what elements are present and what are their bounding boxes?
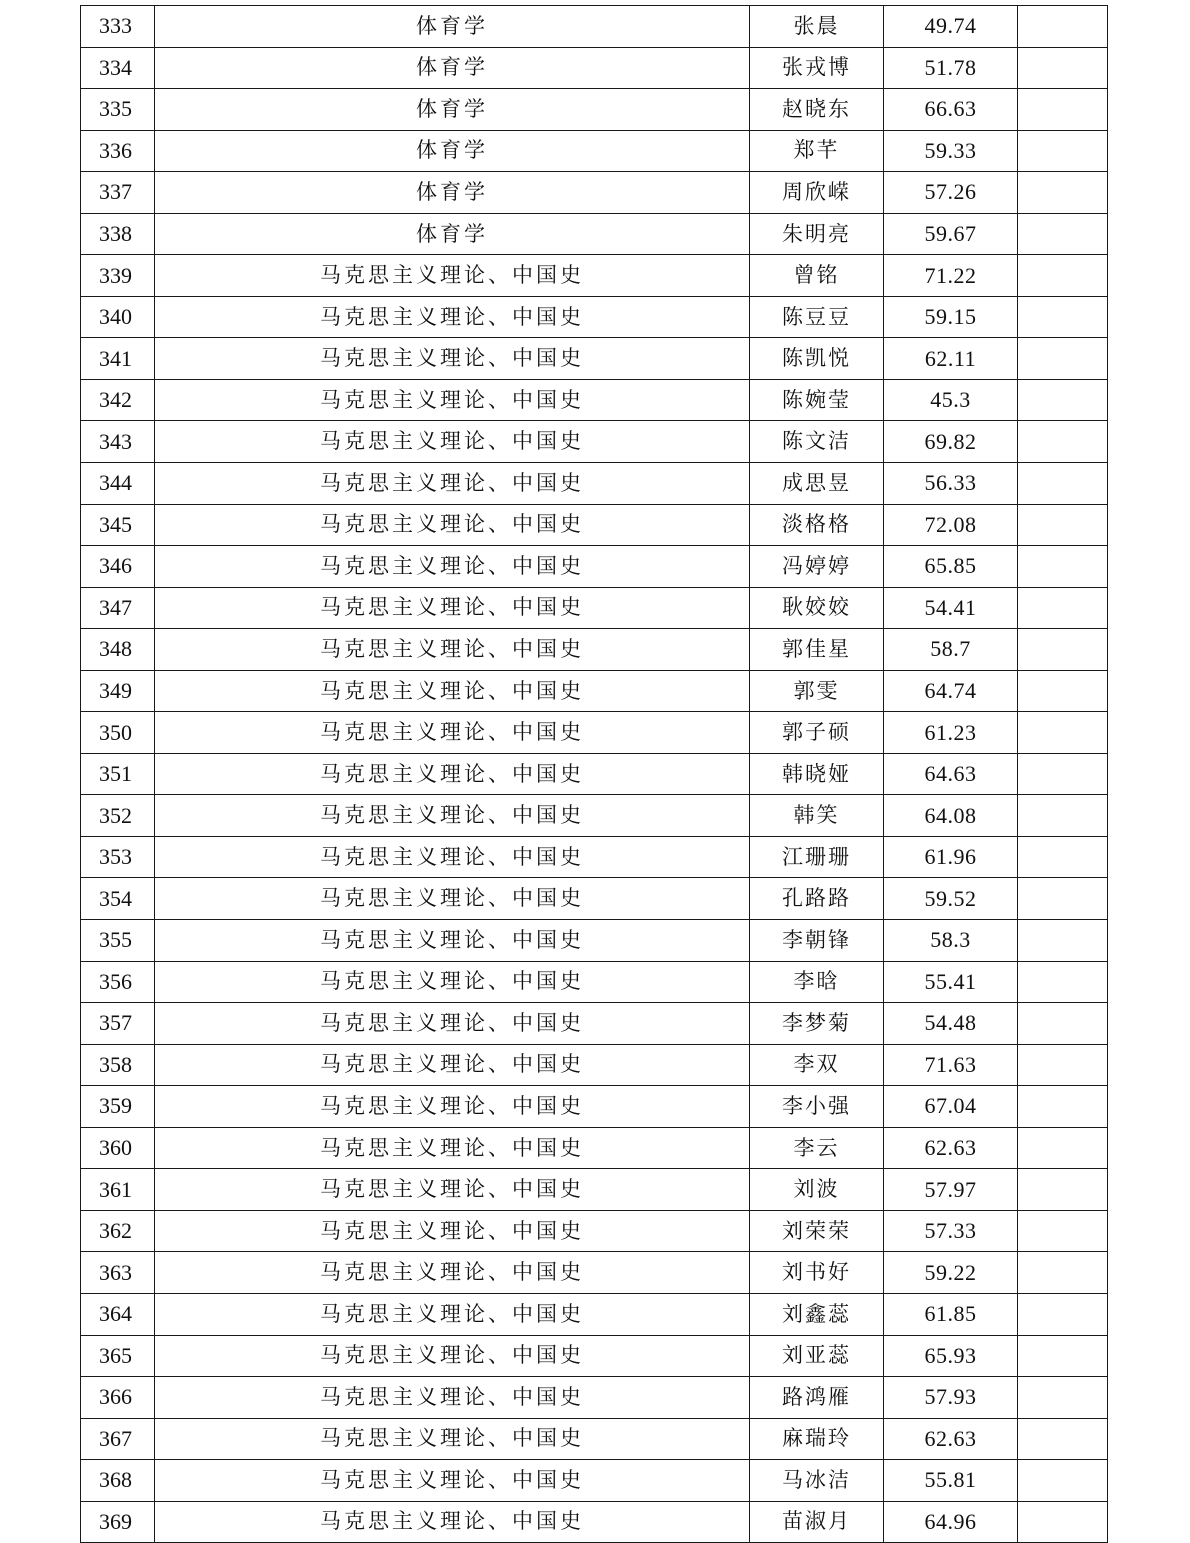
student-name-cell: 刘波 bbox=[750, 1169, 884, 1211]
major-cell: 马克思主义理论、中国史 bbox=[155, 629, 750, 671]
major-cell: 马克思主义理论、中国史 bbox=[155, 712, 750, 754]
table-row bbox=[81, 670, 1108, 712]
table-row bbox=[81, 296, 1108, 338]
row-number-cell: 353 bbox=[81, 836, 155, 878]
row-number-cell: 340 bbox=[81, 296, 155, 338]
table-row bbox=[81, 213, 1108, 255]
row-number-cell: 334 bbox=[81, 47, 155, 89]
table-row bbox=[81, 1418, 1108, 1460]
score-cell: 55.41 bbox=[884, 961, 1018, 1003]
table-row bbox=[81, 629, 1108, 671]
student-name-cell: 刘荣荣 bbox=[750, 1210, 884, 1252]
row-number-cell: 338 bbox=[81, 213, 155, 255]
student-name-cell: 刘书好 bbox=[750, 1252, 884, 1294]
score-cell: 67.04 bbox=[884, 1086, 1018, 1128]
major-cell: 马克思主义理论、中国史 bbox=[155, 1003, 750, 1045]
table-row bbox=[81, 961, 1108, 1003]
table-row bbox=[81, 878, 1108, 920]
row-number-cell: 360 bbox=[81, 1127, 155, 1169]
student-name-cell: 路鸿雁 bbox=[750, 1377, 884, 1419]
score-cell: 71.22 bbox=[884, 255, 1018, 297]
student-name-cell: 郭子硕 bbox=[750, 712, 884, 754]
major-cell: 马克思主义理论、中国史 bbox=[155, 463, 750, 505]
row-number-cell: 359 bbox=[81, 1086, 155, 1128]
note-cell bbox=[1018, 1210, 1108, 1252]
note-cell bbox=[1018, 878, 1108, 920]
table-row bbox=[81, 338, 1108, 380]
note-cell bbox=[1018, 1418, 1108, 1460]
major-cell: 马克思主义理论、中国史 bbox=[155, 421, 750, 463]
row-number-cell: 348 bbox=[81, 629, 155, 671]
score-cell: 56.33 bbox=[884, 463, 1018, 505]
major-cell: 马克思主义理论、中国史 bbox=[155, 1293, 750, 1335]
table-row bbox=[81, 421, 1108, 463]
major-cell: 马克思主义理论、中国史 bbox=[155, 587, 750, 629]
row-number-cell: 364 bbox=[81, 1293, 155, 1335]
student-name-cell: 李小强 bbox=[750, 1086, 884, 1128]
major-cell: 马克思主义理论、中国史 bbox=[155, 920, 750, 962]
table-row bbox=[81, 753, 1108, 795]
note-cell bbox=[1018, 712, 1108, 754]
table-row bbox=[81, 587, 1108, 629]
row-number-cell: 337 bbox=[81, 172, 155, 214]
student-name-cell: 淡格格 bbox=[750, 504, 884, 546]
student-name-cell: 江珊珊 bbox=[750, 836, 884, 878]
student-name-cell: 孔路路 bbox=[750, 878, 884, 920]
major-cell: 马克思主义理论、中国史 bbox=[155, 753, 750, 795]
note-cell bbox=[1018, 1293, 1108, 1335]
note-cell bbox=[1018, 1169, 1108, 1211]
note-cell bbox=[1018, 504, 1108, 546]
row-number-cell: 341 bbox=[81, 338, 155, 380]
score-cell: 58.3 bbox=[884, 920, 1018, 962]
row-number-cell: 349 bbox=[81, 670, 155, 712]
table-row bbox=[81, 6, 1108, 48]
table-row bbox=[81, 1460, 1108, 1502]
note-cell bbox=[1018, 795, 1108, 837]
row-number-cell: 363 bbox=[81, 1252, 155, 1294]
table-row bbox=[81, 1086, 1108, 1128]
note-cell bbox=[1018, 213, 1108, 255]
row-number-cell: 362 bbox=[81, 1210, 155, 1252]
student-name-cell: 陈凯悦 bbox=[750, 338, 884, 380]
row-number-cell: 346 bbox=[81, 546, 155, 588]
table-row bbox=[81, 795, 1108, 837]
note-cell bbox=[1018, 836, 1108, 878]
table-row bbox=[81, 379, 1108, 421]
student-name-cell: 郭佳星 bbox=[750, 629, 884, 671]
student-name-cell: 麻瑞玲 bbox=[750, 1418, 884, 1460]
major-cell: 体育学 bbox=[155, 47, 750, 89]
major-cell: 体育学 bbox=[155, 89, 750, 131]
table-row bbox=[81, 172, 1108, 214]
table-row bbox=[81, 1501, 1108, 1543]
student-name-cell: 赵晓东 bbox=[750, 89, 884, 131]
score-cell: 62.63 bbox=[884, 1127, 1018, 1169]
score-cell: 58.7 bbox=[884, 629, 1018, 671]
major-cell: 马克思主义理论、中国史 bbox=[155, 961, 750, 1003]
score-cell: 57.97 bbox=[884, 1169, 1018, 1211]
major-cell: 体育学 bbox=[155, 213, 750, 255]
score-cell: 59.22 bbox=[884, 1252, 1018, 1294]
note-cell bbox=[1018, 1003, 1108, 1045]
score-cell: 62.11 bbox=[884, 338, 1018, 380]
major-cell: 体育学 bbox=[155, 130, 750, 172]
student-name-cell: 李梦菊 bbox=[750, 1003, 884, 1045]
major-cell: 马克思主义理论、中国史 bbox=[155, 1127, 750, 1169]
score-cell: 72.08 bbox=[884, 504, 1018, 546]
student-name-cell: 张晨 bbox=[750, 6, 884, 48]
score-cell: 49.74 bbox=[884, 6, 1018, 48]
score-cell: 64.74 bbox=[884, 670, 1018, 712]
score-cell: 59.15 bbox=[884, 296, 1018, 338]
note-cell bbox=[1018, 47, 1108, 89]
major-cell: 马克思主义理论、中国史 bbox=[155, 1335, 750, 1377]
row-number-cell: 356 bbox=[81, 961, 155, 1003]
row-number-cell: 345 bbox=[81, 504, 155, 546]
table-row bbox=[81, 1210, 1108, 1252]
score-cell: 69.82 bbox=[884, 421, 1018, 463]
score-cell: 64.63 bbox=[884, 753, 1018, 795]
row-number-cell: 344 bbox=[81, 463, 155, 505]
score-cell: 61.23 bbox=[884, 712, 1018, 754]
student-name-cell: 李云 bbox=[750, 1127, 884, 1169]
row-number-cell: 354 bbox=[81, 878, 155, 920]
note-cell bbox=[1018, 587, 1108, 629]
student-name-cell: 冯婷婷 bbox=[750, 546, 884, 588]
student-name-cell: 韩晓娅 bbox=[750, 753, 884, 795]
table-row bbox=[81, 255, 1108, 297]
note-cell bbox=[1018, 463, 1108, 505]
table-row bbox=[81, 836, 1108, 878]
student-name-cell: 曾铭 bbox=[750, 255, 884, 297]
major-cell: 马克思主义理论、中国史 bbox=[155, 296, 750, 338]
student-name-cell: 张戎博 bbox=[750, 47, 884, 89]
major-cell: 马克思主义理论、中国史 bbox=[155, 1377, 750, 1419]
table-row bbox=[81, 1003, 1108, 1045]
major-cell: 马克思主义理论、中国史 bbox=[155, 1044, 750, 1086]
row-number-cell: 361 bbox=[81, 1169, 155, 1211]
table-row bbox=[81, 463, 1108, 505]
major-cell: 马克思主义理论、中国史 bbox=[155, 1501, 750, 1543]
major-cell: 马克思主义理论、中国史 bbox=[155, 1252, 750, 1294]
score-cell: 65.93 bbox=[884, 1335, 1018, 1377]
student-name-cell: 李晗 bbox=[750, 961, 884, 1003]
major-cell: 马克思主义理论、中国史 bbox=[155, 878, 750, 920]
row-number-cell: 365 bbox=[81, 1335, 155, 1377]
score-cell: 59.33 bbox=[884, 130, 1018, 172]
row-number-cell: 347 bbox=[81, 587, 155, 629]
score-cell: 62.63 bbox=[884, 1418, 1018, 1460]
table-row bbox=[81, 546, 1108, 588]
note-cell bbox=[1018, 961, 1108, 1003]
table-row bbox=[81, 1335, 1108, 1377]
student-name-cell: 朱明亮 bbox=[750, 213, 884, 255]
note-cell bbox=[1018, 1335, 1108, 1377]
student-name-cell: 陈文洁 bbox=[750, 421, 884, 463]
major-cell: 马克思主义理论、中国史 bbox=[155, 836, 750, 878]
major-cell: 马克思主义理论、中国史 bbox=[155, 338, 750, 380]
note-cell bbox=[1018, 670, 1108, 712]
note-cell bbox=[1018, 172, 1108, 214]
score-cell: 64.08 bbox=[884, 795, 1018, 837]
note-cell bbox=[1018, 255, 1108, 297]
row-number-cell: 368 bbox=[81, 1460, 155, 1502]
note-cell bbox=[1018, 629, 1108, 671]
row-number-cell: 350 bbox=[81, 712, 155, 754]
note-cell bbox=[1018, 89, 1108, 131]
row-number-cell: 343 bbox=[81, 421, 155, 463]
row-number-cell: 351 bbox=[81, 753, 155, 795]
row-number-cell: 336 bbox=[81, 130, 155, 172]
row-number-cell: 339 bbox=[81, 255, 155, 297]
row-number-cell: 358 bbox=[81, 1044, 155, 1086]
note-cell bbox=[1018, 296, 1108, 338]
student-name-cell: 李双 bbox=[750, 1044, 884, 1086]
score-cell: 61.96 bbox=[884, 836, 1018, 878]
row-number-cell: 333 bbox=[81, 6, 155, 48]
row-number-cell: 367 bbox=[81, 1418, 155, 1460]
table-row bbox=[81, 1293, 1108, 1335]
score-cell: 57.33 bbox=[884, 1210, 1018, 1252]
note-cell bbox=[1018, 920, 1108, 962]
score-cell: 59.67 bbox=[884, 213, 1018, 255]
major-cell: 马克思主义理论、中国史 bbox=[155, 1418, 750, 1460]
score-cell: 66.63 bbox=[884, 89, 1018, 131]
row-number-cell: 335 bbox=[81, 89, 155, 131]
score-cell: 57.26 bbox=[884, 172, 1018, 214]
score-cell: 54.41 bbox=[884, 587, 1018, 629]
note-cell bbox=[1018, 338, 1108, 380]
score-table bbox=[80, 5, 1108, 1543]
major-cell: 马克思主义理论、中国史 bbox=[155, 1169, 750, 1211]
student-name-cell: 成思昱 bbox=[750, 463, 884, 505]
score-cell: 64.96 bbox=[884, 1501, 1018, 1543]
student-name-cell: 韩笑 bbox=[750, 795, 884, 837]
note-cell bbox=[1018, 1044, 1108, 1086]
table-row bbox=[81, 1127, 1108, 1169]
note-cell bbox=[1018, 1460, 1108, 1502]
note-cell bbox=[1018, 753, 1108, 795]
major-cell: 马克思主义理论、中国史 bbox=[155, 795, 750, 837]
score-cell: 51.78 bbox=[884, 47, 1018, 89]
student-name-cell: 周欣嵘 bbox=[750, 172, 884, 214]
row-number-cell: 366 bbox=[81, 1377, 155, 1419]
major-cell: 马克思主义理论、中国史 bbox=[155, 1460, 750, 1502]
student-name-cell: 郑芊 bbox=[750, 130, 884, 172]
note-cell bbox=[1018, 1377, 1108, 1419]
table-row bbox=[81, 89, 1108, 131]
major-cell: 马克思主义理论、中国史 bbox=[155, 546, 750, 588]
student-name-cell: 耿姣姣 bbox=[750, 587, 884, 629]
student-name-cell: 李朝锋 bbox=[750, 920, 884, 962]
score-table-body bbox=[81, 6, 1108, 1543]
score-cell: 65.85 bbox=[884, 546, 1018, 588]
table-row bbox=[81, 1044, 1108, 1086]
note-cell bbox=[1018, 1501, 1108, 1543]
student-name-cell: 郭雯 bbox=[750, 670, 884, 712]
student-name-cell: 陈豆豆 bbox=[750, 296, 884, 338]
table-row bbox=[81, 1252, 1108, 1294]
note-cell bbox=[1018, 6, 1108, 48]
student-name-cell: 刘亚蕊 bbox=[750, 1335, 884, 1377]
major-cell: 马克思主义理论、中国史 bbox=[155, 670, 750, 712]
score-cell: 71.63 bbox=[884, 1044, 1018, 1086]
major-cell: 马克思主义理论、中国史 bbox=[155, 1086, 750, 1128]
score-cell: 61.85 bbox=[884, 1293, 1018, 1335]
row-number-cell: 369 bbox=[81, 1501, 155, 1543]
note-cell bbox=[1018, 421, 1108, 463]
score-cell: 57.93 bbox=[884, 1377, 1018, 1419]
major-cell: 马克思主义理论、中国史 bbox=[155, 255, 750, 297]
score-cell: 54.48 bbox=[884, 1003, 1018, 1045]
major-cell: 马克思主义理论、中国史 bbox=[155, 1210, 750, 1252]
note-cell bbox=[1018, 1086, 1108, 1128]
student-name-cell: 刘鑫蕊 bbox=[750, 1293, 884, 1335]
score-cell: 55.81 bbox=[884, 1460, 1018, 1502]
major-cell: 体育学 bbox=[155, 6, 750, 48]
table-row bbox=[81, 130, 1108, 172]
row-number-cell: 352 bbox=[81, 795, 155, 837]
student-name-cell: 陈婉莹 bbox=[750, 379, 884, 421]
major-cell: 马克思主义理论、中国史 bbox=[155, 379, 750, 421]
row-number-cell: 355 bbox=[81, 920, 155, 962]
student-name-cell: 苗淑月 bbox=[750, 1501, 884, 1543]
note-cell bbox=[1018, 130, 1108, 172]
major-cell: 马克思主义理论、中国史 bbox=[155, 504, 750, 546]
score-cell: 45.3 bbox=[884, 379, 1018, 421]
table-row bbox=[81, 1169, 1108, 1211]
score-cell: 59.52 bbox=[884, 878, 1018, 920]
table-row bbox=[81, 1377, 1108, 1419]
note-cell bbox=[1018, 379, 1108, 421]
table-row bbox=[81, 47, 1108, 89]
row-number-cell: 342 bbox=[81, 379, 155, 421]
table-row bbox=[81, 920, 1108, 962]
note-cell bbox=[1018, 1252, 1108, 1294]
table-row bbox=[81, 712, 1108, 754]
major-cell: 体育学 bbox=[155, 172, 750, 214]
student-name-cell: 马冰洁 bbox=[750, 1460, 884, 1502]
note-cell bbox=[1018, 546, 1108, 588]
row-number-cell: 357 bbox=[81, 1003, 155, 1045]
note-cell bbox=[1018, 1127, 1108, 1169]
table-row bbox=[81, 504, 1108, 546]
